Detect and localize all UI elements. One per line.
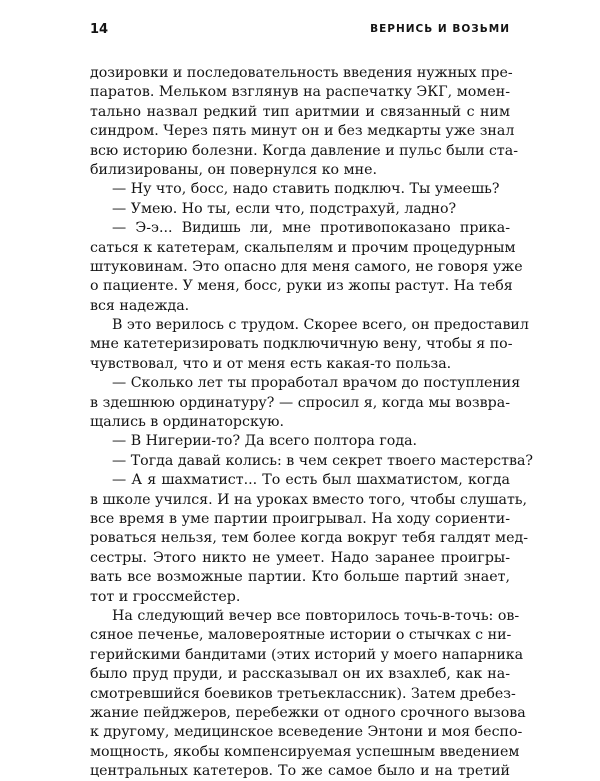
text-line: саться к катетерам, скальпелям и прочим процедурным	[90, 239, 516, 256]
text-line: мне катетеризировать подключичную вену, чтобы я по-	[90, 336, 513, 353]
text-line: — А я шахматист... То есть был шахматистом, когда	[112, 472, 510, 489]
text-line: паратов. Мельком взглянув на распечатку ЭКГ, момен-	[90, 84, 510, 101]
text-line: — Сколько лет ты проработал врачом до поступления	[112, 375, 521, 392]
text-line: — Ну что, босс, надо ставить подключ. Ты умеешь?	[112, 181, 500, 198]
text-line: роваться нельзя, тем более когда вокруг тебя галдят мед-	[90, 530, 529, 547]
text-line: вать все возможные партии. Кто больше партий знает,	[90, 569, 510, 586]
text-line: жание пейджеров, перебежки от одного срочного вызова	[90, 704, 526, 721]
text-line: В это верилось с трудом. Скорее всего, он предоставил	[112, 317, 529, 334]
page-header	[90, 22, 510, 42]
text-line: о пациенте. У меня, босс, руки из жопы растут. На тебя	[90, 278, 513, 295]
text-line: в школе учился. И на уроках вместо того, чтобы слушать,	[90, 491, 528, 508]
text-line: вся надежда.	[90, 297, 190, 314]
text-line: — В Нигерии-то? Да всего полтора года.	[112, 433, 418, 450]
text-line: — Э-э... Видишь ли, мне противопоказано прика-	[112, 220, 510, 237]
text-line: На следующий вечер все повторилось точь-в-точь: ов-	[112, 607, 520, 624]
text-line: все время в уме партии проигрывал. На ходу сориенти-	[90, 510, 510, 527]
text-line: чувствовал, что и от меня есть какая-то польза.	[90, 355, 452, 372]
text-line: дозировки и последовательность введения нужных пре-	[90, 65, 513, 81]
text-line: билизированы, он повернулся ко мне.	[90, 161, 378, 178]
text-line: сяное печенье, маловероятные истории о стычках с ни-	[90, 627, 512, 644]
text-line: сестры. Этого никто не умеет. Надо заранее проигры-	[90, 549, 510, 566]
text-line: всю историю болезни. Когда давление и пульс были ста-	[90, 142, 519, 159]
text-line: тально назвал редкий тип аритмии и связанный с ним	[90, 103, 510, 120]
text-line: центральных катетеров. То же самое было и на третий	[90, 763, 510, 780]
text-line: к другому, медицинское всеведение Энтони и моя беспо-	[90, 724, 523, 741]
text-line: штуковинам. Это опасно для меня самого, не говоря уже	[90, 258, 523, 275]
text-line: — Умею. Но ты, если что, подстрахуй, ладно?	[112, 200, 457, 217]
text-line: смотревшийся боевиков третьеклассник). Затем дребез-	[90, 685, 516, 702]
text-line: щались в ординаторскую.	[90, 414, 285, 431]
body-text	[90, 64, 534, 781]
text-line: герийскими бандитами (этих историй у моего напарника	[90, 646, 524, 663]
text-line: синдром. Через пять минут он и без медкарты уже знал	[90, 123, 515, 140]
text-line: тот и гроссмейстер.	[90, 588, 241, 605]
page-number: 14	[90, 22, 109, 37]
text-line: — Тогда давай колись: в чем секрет твоего мастерства?	[112, 452, 534, 469]
running-head: ВЕРНИСЬ И ВОЗЬМИ	[370, 23, 510, 35]
text-line: мощность, якобы компенсируемая успешным введением	[90, 743, 520, 760]
text-line: было пруд пруди, и рассказывал он их взахлеб, как на-	[90, 666, 510, 683]
text-line: в здешнюю ординатуру? — спросил я, когда мы возвра-	[90, 394, 510, 411]
